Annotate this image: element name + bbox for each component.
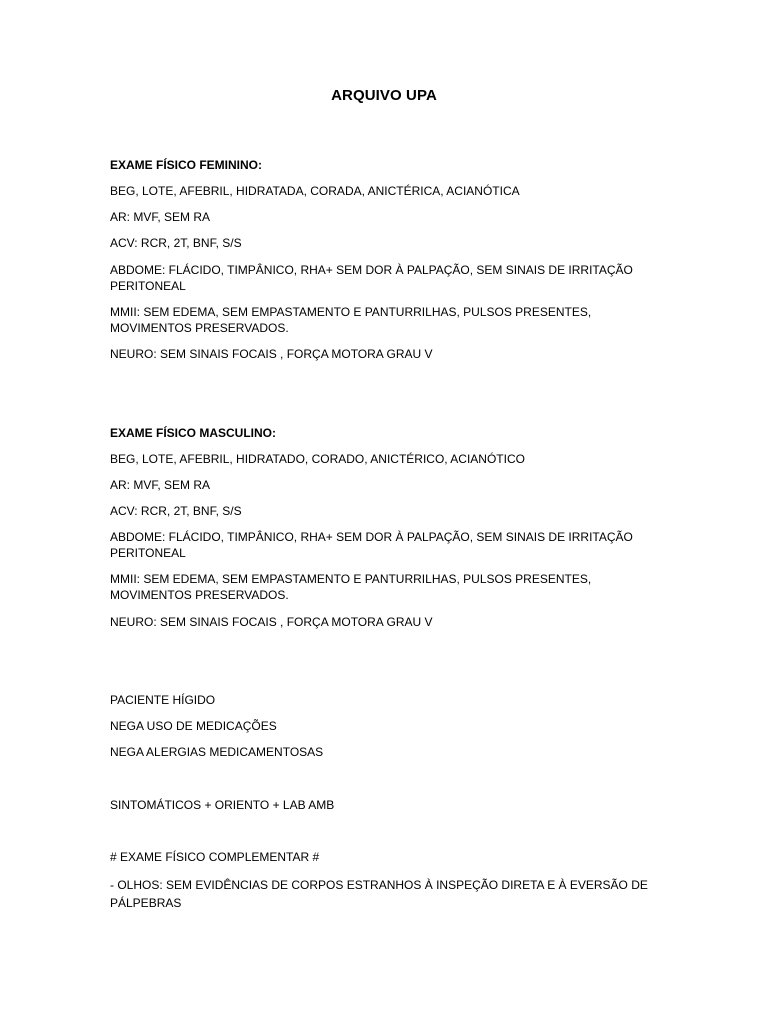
history-healthy: PACIENTE HÍGIDO	[110, 693, 216, 707]
history-medications: NEGA USO DE MEDICAÇÕES	[110, 719, 277, 733]
male-exam-general: BEG, LOTE, AFEBRIL, HIDRATADO, CORADO, ANICTÉRICO, ACIANÓTICO	[110, 452, 525, 466]
male-exam-acv: ACV: RCR, 2T, BNF, S/S	[110, 504, 242, 518]
female-exam-ar: AR: MVF, SEM RA	[110, 210, 211, 224]
complementary-eyes: - OLHOS: SEM EVIDÊNCIAS DE CORPOS ESTRANHOS À INSPEÇÃO DIRETA E À EVERSÃO DE PÁLPEBRAS	[110, 878, 648, 910]
male-exam-mmii: MMII: SEM EDEMA, SEM EMPASTAMENTO E PANTURRILHAS, PULSOS PRESENTES, MOVIMENTOS PRESERVADOS.	[110, 572, 592, 602]
female-exam-general: BEG, LOTE, AFEBRIL, HIDRATADA, CORADA, ANICTÉRICA, ACIANÓTICA	[110, 184, 520, 198]
plan-text: SINTOMÁTICOS + ORIENTO + LAB AMB	[110, 798, 335, 812]
female-exam-heading: EXAME FÍSICO FEMININO:	[110, 158, 263, 172]
complementary-heading: # EXAME FÍSICO COMPLEMENTAR #	[110, 850, 320, 864]
female-exam-neuro: NEURO: SEM SINAIS FOCAIS , FORÇA MOTORA GRAU V	[110, 347, 433, 361]
male-exam-abdome: ABDOME: FLÁCIDO, TIMPÂNICO, RHA+ SEM DOR À PALPAÇÃO, SEM SINAIS DE IRRITAÇÃO PERITONEAL	[110, 530, 633, 560]
male-exam-neuro: NEURO: SEM SINAIS FOCAIS , FORÇA MOTORA GRAU V	[110, 615, 433, 629]
female-exam-acv: ACV: RCR, 2T, BNF, S/S	[110, 236, 242, 250]
female-exam-abdome: ABDOME: FLÁCIDO, TIMPÂNICO, RHA+ SEM DOR À PALPAÇÃO, SEM SINAIS DE IRRITAÇÃO PERITONEAL	[110, 263, 633, 293]
female-exam-mmii: MMII: SEM EDEMA, SEM EMPASTAMENTO E PANTURRILHAS, PULSOS PRESENTES, MOVIMENTOS PRESERVADOS.	[110, 305, 592, 335]
male-exam-ar: AR: MVF, SEM RA	[110, 478, 211, 492]
document-title: ARQUIVO UPA	[331, 87, 437, 104]
history-allergies: NEGA ALERGIAS MEDICAMENTOSAS	[110, 745, 324, 759]
male-exam-heading: EXAME FÍSICO MASCULINO:	[110, 426, 277, 440]
